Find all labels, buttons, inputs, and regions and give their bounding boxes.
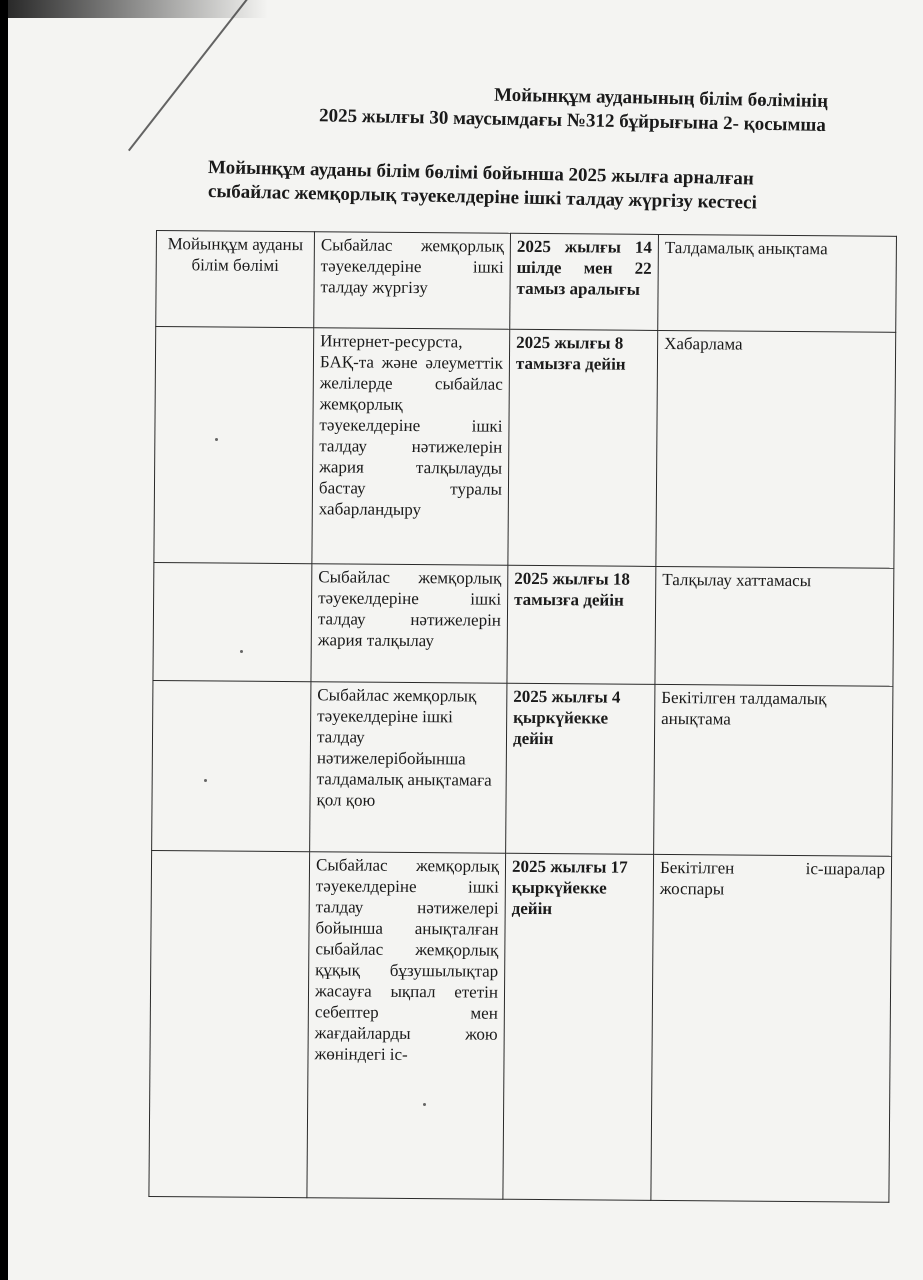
deadline-cell: 2025 жылғы 17 қыркүйекке дейін [503, 853, 654, 1201]
table-header-row [156, 231, 897, 333]
empty-cell [152, 681, 311, 851]
deadline-cell: 2025 жылғы 4 қыркүйекке дейін [506, 684, 655, 854]
action-cell: Сыбайлас жемқорлық тәуекелдеріне ішкі талдау нәтижелері бойынша анықталған сыбайлас жемқорлық құқық бұзушылықтар жасауға ықпал ететін себептер мен жағдайларды жою жөніндегі іс- [307, 851, 506, 1199]
scan-speck [423, 1103, 426, 1106]
scan-speck [215, 438, 218, 441]
document-title-line2: сыбайлас жемқорлық тәуекелдеріне ішкі талдау жүргізу кестесі [207, 181, 758, 214]
schedule-table [148, 230, 897, 1203]
header-cell-period: 2025 жылғы 14 шілде мен 22 тамыз аралығы [510, 233, 659, 330]
action-cell: Сыбайлас жемқорлық тәуекелдеріне ішкі талдау нәтижелерібойынша талдамалық анықтамаға қол қою [310, 682, 507, 853]
action-cell: Сыбайлас жемқорлық тәуекелдеріне ішкі талдау нәтижелерін жария талқылау [311, 564, 508, 684]
table-row [149, 850, 892, 1202]
appendix-header-line2: 2025 жылғы 30 маусымдағы №312 бұйрығына 2- қосымша [318, 105, 827, 136]
action-cell: Интернет-ресурста, БАҚ-та және әлеуметтік желілерде сыбайлас жемқорлық тәуекелдеріне ішкі талдау нәтижелерін жария талқылауды бастау туралы хабарландыру [312, 328, 510, 566]
header-cell-department: Мойынқұм ауданы білім бөлімі [156, 231, 315, 328]
deadline-cell: 2025 жылғы 8 тамызға дейін [508, 329, 658, 567]
appendix-header-line1: Мойынқұм ауданының білім бөлімінің [493, 84, 829, 112]
table-row [153, 563, 894, 687]
document-cell: Бекітілген іс-шаралар жоспары [651, 854, 892, 1202]
empty-cell [153, 563, 312, 682]
deadline-cell: 2025 жылғы 18 тамызға дейін [507, 565, 656, 684]
table-row [154, 326, 896, 568]
empty-cell [154, 326, 314, 564]
document-page [8, 0, 923, 1280]
header-cell-report: Талдамалық анықтама [658, 234, 897, 332]
scan-speck [204, 779, 207, 782]
document-cell: Хабарлама [656, 330, 896, 568]
document-cell: Бекітілген талдамалық анықтама [654, 685, 893, 856]
document-cell: Талқылау хаттамасы [655, 567, 894, 687]
scan-speck [240, 650, 243, 653]
table-row [152, 681, 893, 856]
document-title-line1: Мойынқұм ауданы білім бөлімі бойынша 2025 жылға арналған [207, 157, 755, 190]
empty-cell [149, 850, 310, 1198]
scan-shadow [8, 0, 268, 18]
header-cell-analysis: Сыбайлас жемқорлық тәуекелдеріне ішкі талдау жүргізу [314, 232, 511, 329]
